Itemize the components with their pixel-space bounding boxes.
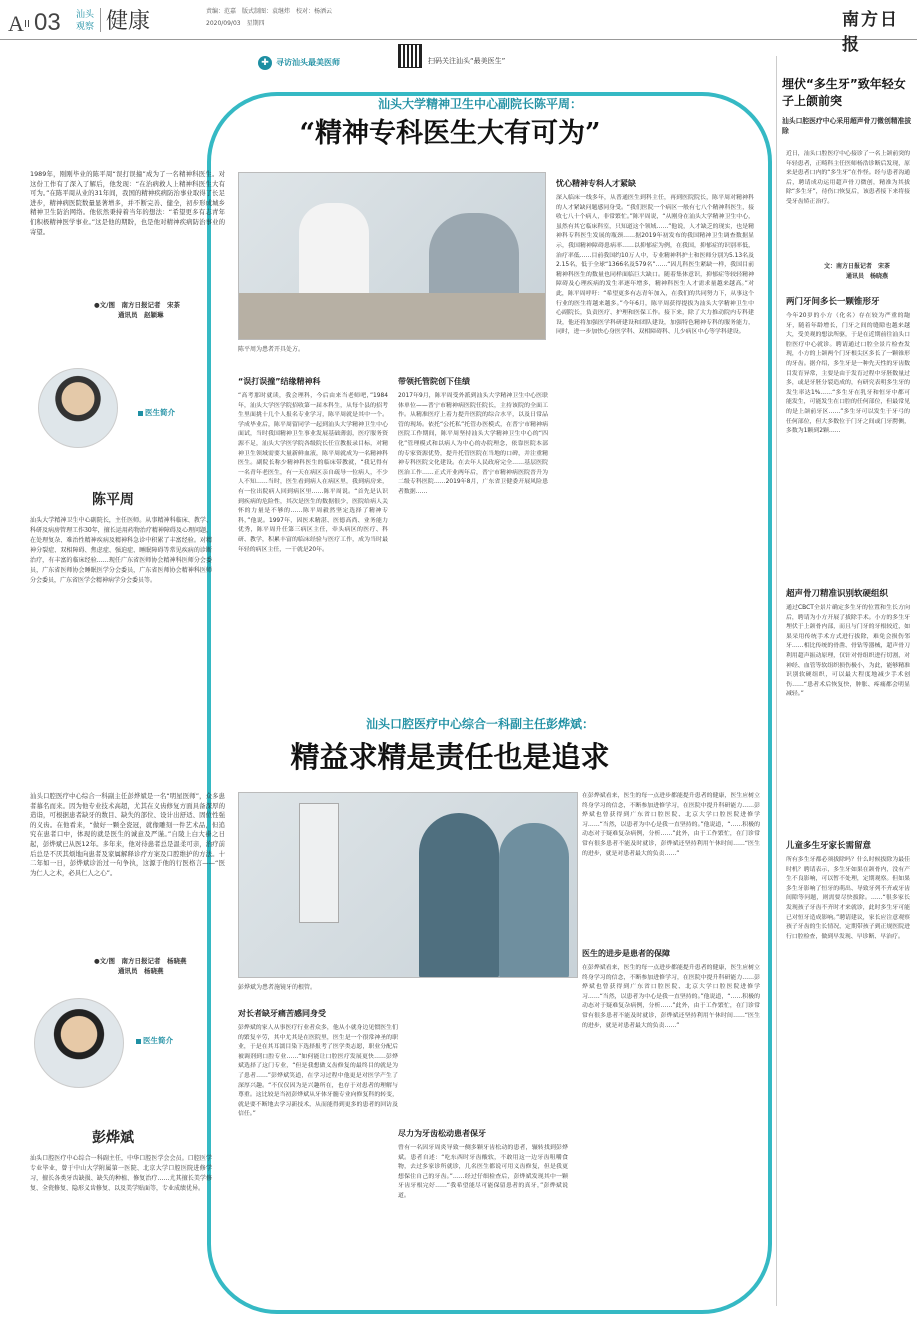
article2-title: 精益求精是责任也是追求 (290, 740, 610, 774)
bio2-name: 彭烨斌 (92, 1130, 134, 1146)
dentist-figure (419, 813, 499, 978)
byline-line-2: 通讯员 杨晓燕 (118, 967, 164, 975)
article2-col1: 彭烨斌的家人从事医疗行业者众多，他从小就身边见惯医生们的繁复辛劳，其中尤其是在医院里，医生是一个很常神圣的职业，于是在其耳濡目染下选择报考了医学类志愿，职业分配后被调剂到口腔专业……“如何能让口腔医疗发展更快……彭烨斌选择了这门专业，“但是我想做义齿修复的最终目的就是为了患者……”彭烨斌笑道，在学习过程中他更是对医学产生了深厚兴趣。“不仅仅因为是兴趣所在，也存于对患者的理解与尊重。这比较是当初彭烨斌从牙体牙髓专业向修复科的转变，就是要不断地去学习新技术，从而能得到更多的患者的回访及信任。” (238, 1025, 398, 1118)
bio2-tag (136, 1036, 173, 1047)
bio2-text: 汕头口腔医疗中心综合一科副主任，中华口腔医学会会员。口腔医学专业毕业，曾于中山大学附属第一医院、北京大学口腔医院进修学习，擅长各类牙齿缺损、缺失的种植、修复治疗……尤其擅长美学修复、全瓷修复、隐形义齿修复、以及美学贴面等，专业成绩优异。 (30, 1155, 212, 1192)
page-sub: II (24, 19, 30, 30)
credits: 责编：范嘉 版式制图：袁继炜 校对：杨洒云 (206, 8, 333, 15)
section-sub1: 汕头 (76, 10, 95, 20)
assistant-figure (499, 823, 569, 978)
qr-code-icon[interactable] (398, 44, 422, 68)
article2-h3: 医生的进步是患者的保障 (582, 949, 670, 958)
bio2-tag-label: 医生简介 (143, 1036, 173, 1045)
byline-line-1: ●文/图 南方日报记者 宋茶 (94, 301, 181, 309)
bio1-tag-label: 医生简介 (145, 408, 175, 417)
article2-lead: 汕头口腔医疗中心综合一科副主任彭烨斌是一名“明星医师”，众多患者慕名而来。因为他专业技术高超，尤其在义齿修复方面具备深厚的造诣，可根据患者缺牙的数目、缺失的部位、设计出舒适、固位性强的义齿。在他看来，“做好一颗全瓷冠，就像雕刻一件艺术品，但追究在患者口中，体现的就是医生的诚意及严谨。”自陵上白大褂之日起，彭烨斌已从医12年。多年来，他对待患者总是温柔可亲，治疗前后总是不厌其烦地向患者及家属解释诊疗方案及口腔维护的方法。十二年如一日，彭烨斌诊治过一句争执，这源于他的行医格言——“医为仁人之术，必具仁人之心”。 (30, 792, 225, 877)
dental-microscope (299, 803, 339, 923)
byline-line-1: 文：南方日报记者 宋茶 (824, 263, 891, 270)
bio1-text: 汕头大学精神卫生中心副院长，主任医师。从事精神科临床、教学、科研及病房管理工作30年，擅长运用药物治疗精神障碍及心理问题，在处理复杂、难治性精神疾病及精神科急诊中积累了丰富经验。对精神分裂症、双相障碍、焦虑症、强迫症、睡眠障碍等常见疾病的诊断治疗，有丰富的临床经验……现任广东省医师协会精神科医师分会委员，广东省医师协会睡眠医学分会委员，广东省医师协会精神科医师分会委员，广东省医学会精神病学分会委员等。 (30, 517, 212, 584)
right-h2: 超声骨刀精准识别软硬组织 (786, 589, 889, 599)
article2-byline (94, 956, 187, 976)
right-col1: 今年20岁的小方（化名）存在较为严重的龅牙，随着年龄增长，门牙之间的缝隙也越来越大，受美观的想法所驱，于是在近期前往汕头口腔医疗中心就诊。聘请通过口腔全景片检查发现，小方的上颌两个门牙根尖区多长了一颗锥形的牙齿。据介绍，多生牙是一种先天性的牙齿数目发育异常，主要是由于发育过程中牙胚数量过多，或是牙胚分裂造成的，有研究表明多生牙的发生率达1%……“多生牙在乳牙和恒牙中都可能发生，可能发生在口腔的任何部位，但最常见的是上颌前牙区……”多生牙可以发生于牙弓的任何部位，但大多数位于门牙之间或门牙腭侧，多数为1颗到2颗…… (786, 313, 910, 435)
bio1-portrait (38, 368, 118, 448)
right-byline (824, 262, 890, 282)
article1-photo (238, 172, 546, 340)
section-sub2: 观察 (76, 22, 95, 32)
bio2-portrait (34, 998, 124, 1088)
article2-kicker: 汕头口腔医疗中心综合一科副主任彭烨斌： (365, 717, 594, 731)
article2-col2-top: 在彭烨斌看来，医生的每一点进步都能提升患者的健康，医生应树立终身学习的信念，不断参加进修学习，在医院中提升科研能力……彭烨斌也曾获得到广东省口腔医院、北京大学口腔医院进修学习……“当然，以患者为中心是我一直坚持的。”他说道，“……积极的动态对于疑难复杂病例，分析……”此外，由于工作繁忙，在门诊常常有很多患者不能及时就诊，彭烨斌还坚持利用午休时间……“医生的进步，就是对患者最大的负责……” (582, 793, 760, 857)
banner-badge (258, 52, 378, 74)
bio1-name: 陈平周 (92, 492, 134, 508)
masthead (0, 0, 917, 55)
article1-byline (94, 300, 180, 320)
right-column-rule (776, 56, 777, 1306)
article2-photo-caption: 彭烨斌为患者施镜牙的根管。 (238, 984, 317, 991)
article2-col2: 曾有一名因牙周炎导致一侧多颗牙齿松动的患者，辗转找到彭烨斌。患者自述：“吃东西时牙齿酸软，不敢用这一边牙齿咀嚼食物，去过多家诊所就诊，几名医生都说可用义齿修复，但是我更想保住自己的牙齿。”……经过仔细检查后，彭烨斌发现其中一颗牙齿牙根完好……“我希望能尽可能保留患者的真牙，”彭烨斌说道。 (398, 1145, 568, 1199)
article2-col3: 在彭烨斌看来，医生的每一点进步都能提升患者的健康，医生应树立终身学习的信念，不断参加进修学习，在医院中提升科研能力……彭烨斌也曾获得到广东省口腔医院、北京大学口腔医院进修学习……“当然，以患者为中心是我一直坚持的。”他说道，“……积极的动态对于疑难复杂病例，分析……”此外，由于工作繁忙，在门诊常常有很多患者不能及时就诊，彭烨斌还坚持利用午休时间……“医生的进步，就是对患者最大的负责……” (582, 965, 760, 1029)
article1-kicker: 汕头大学精神卫生中心副院长陈平周： (377, 97, 582, 111)
desk (239, 293, 546, 340)
article2-photo (238, 792, 578, 978)
banner-label: 寻访汕头最美医师 (276, 58, 340, 68)
qr-caption: 扫码关注汕头“最美医生” (428, 57, 506, 65)
right-lead: 近日，汕头口腔医疗中心接诊了一名上颌前突的年轻患者，正畸科主任医师杨浩诊断后发现，原来是患者口内的“多生牙”在作怪。经与患者沟通后，聘请成功运用超声骨刀微创，精准为其拔除“多生牙”，待伤口恢复后，该患者接下来将接受牙齿矫正治疗。 (786, 151, 910, 205)
article1-col3: 深入临床一线多年，从普通医生到科主任，再到医院院长，陈平周对精神科的人才紧缺问题感同身受。“我们医院一个病区一般有七八个精神科医生，接收七八十个病人，非常繁忙。”陈平周说，“从刚身在汕头大学精神卫生中心，虽然有其它临床科室，只知道这个领域……”他说，人才缺乏的现实，也是精神科专科医生发展的瓶颈……据2019年初发布的我国精神卫生调查数据显示，我国精神障碍患病率……以抑郁症为例，在我国，抑郁症的识别率低，治疗率低……目前我国约10万人中，专业精神科护士和医师分别为5.13名及2.15名，低于全球“1366名及579名”……“因儿科医生紧缺一样，我国目前精神科医生的数量也同样面临巨大缺口。随着集体意识，抑郁症等较轻精神障碍及心理疾病的发生率逐年增多，精神科医生人才需求量越来越高。”对此，陈平周呼吁：“希望更多有志青年加入，在我们的共同努力下，从事这个行业的医生将越来越多。”今年6月，陈平周获得提拔为汕头大学精神卫生中心副院长，负责医疗、护理和医保工作。接下来，除了大力推动院内专科建设，他还将加强医学科研建设和团队建设，加强特色精神专科的服务能力，同时，进一步加快心身医学科、双相障碍科、儿少病区中心等学科建设。 (556, 195, 754, 336)
masthead-divider (100, 8, 101, 32)
right-h3: 儿童多生牙家长需留意 (786, 841, 872, 851)
right-title: 埋伏“多生牙”致年轻女子上颌前突 (782, 77, 906, 108)
newspaper-logo: 南方日报 (842, 10, 899, 55)
right-h1: 两门牙间多长一颗锥形牙 (786, 297, 880, 307)
page-number: 03 (34, 9, 61, 36)
section-title: 健康 (106, 9, 151, 34)
doctor-icon: ✚ (258, 56, 272, 70)
article2-h2: 尽力为牙齿松动患者保牙 (398, 1129, 486, 1138)
article1-lead: 1989年，刚刚毕业的陈平周“误打误撞”成为了一名精神科医生。对这份工作有了深入了解后，他发现：“在治病救人上精神科医生大有可为。”在陈平周从业的31年间，我国的精神疾病防治事业取得了长足进步，精神病医院数量显著增多，并不断完善、健全，初步形成城乡精神卫生防治网络。他依然秉持着当年的想法：“希望更多有志青年们积极精神医学事业。”这是他的期盼，也是他对精神疾病防治事业的寄望。 (30, 170, 225, 236)
article1-h3: 忧心精神专科人才紧缺 (556, 179, 636, 188)
article2-h1: 对长者缺牙痛苦感同身受 (238, 1009, 326, 1018)
article1-col1: “高考那时就读，我会理科，今后由来当老师吧，”1984年，汕头大学医学院招收第一届本科生，从每个县的招考生里面挑十几个人报名专业学习，陈平周就是其中一个。学成毕业后，陈平周留同学一起到汕头大学精神卫生中心面试，当时我国精神卫生事业发展基础薄弱，医疗服务资源不足，汕头大学医学院各级院长任宣教报录目标，对精神卫生领域需要大量新鲜血液，陈平周就成为一名精神科医生。副院长称少精神科医生的临床带教就，“我记得有一名青年老医生，有一天在病区亲自疏导一位病人，不少人不知……当时，医生看到病人在病区里，我到病房来，有一位出院病人回到病区里……陈平周说。“首先是认识到疾病的危险性，其次是医生的数据很少，医院给病人关怀的力量是不够的……陈平周毅然坚定选择了精神专科，”他说。1997年，因医术精湛、医德高尚、业务能力优秀，陈平周升任第三病区主任，牵头病区的医疗、科研、教学，积累丰富的临床经验与医疗工作，成为当时最年轻的病区主任，一干就是20年。 (238, 393, 388, 553)
article1-photo-caption: 陈平周为患者开具处方。 (238, 346, 305, 353)
article1-title: “精神专科医生大有可为” (299, 118, 601, 149)
byline-line-1: ●文/图 南方日报记者 杨晓燕 (94, 957, 187, 965)
page-letter: A (8, 11, 24, 36)
right-col3: 所有多生牙都必须拔除吗？什么时候拔除为最佳时机？聘请表示，多生牙如果在颌骨内，没有产生不良影响，可以暂不处理，定期观察。但如果多生牙影响了恒牙的萌出、导致牙列不齐或牙齿间隙等问题，则需要尽快拔除。……“很多家长发现孩子牙齿不齐时才来就诊，此时多生牙可能已对恒牙造成影响。”聘请建议，家长应注意观察孩子牙齿的生长情况，定期带孩子到正规医院进行口腔检查，做到早发现、早诊断、早治疗。 (786, 857, 910, 940)
byline-line-2: 通讯员 杨晓燕 (846, 273, 889, 280)
article1-h1: “误打误撞”结缘精神科 (238, 377, 321, 386)
tag-square-icon (136, 1039, 141, 1044)
tag-square-icon (138, 411, 143, 416)
byline-line-2: 通讯员 赵颖琳 (118, 311, 164, 319)
bio1-tag (138, 408, 175, 419)
issue-date: 2020/09/03 星期四 (206, 20, 265, 27)
article1-col2: 2017年9月，陈平周受外派到汕头大学精神卫生中心医联体单位——普宁市精神病医院任院长，主持该院的全面工作。从精准医疗上着力提升医院的综合水平，以及日常品管的现场。依托“公托私”托管办医模式，在普宁市精神病医院工作期间，陈平周坚持汕头大学精神卫生中心的“四化”管理模式和以病人为中心的办院理念，依靠医院本部的专家资源优势，提升托管医院在当地的口碑，并注重精神专科医院文化建设。在去年人民政府完全……基层医院医治工作……正式开业两年后，普宁市精神病医院晋升为二级专科医院……2019年8月，广东省卫健委开展风险患者数据…… (398, 393, 548, 495)
article1-h2: 带领托管院创下佳绩 (398, 377, 470, 386)
right-subtitle: 汕头口腔医疗中心采用超声骨刀微创精准拔除 (782, 117, 912, 135)
right-col2: 通过CBCT全景片确定多生牙的位置和生长方向后，聘请为小方开展了拔除手术。小方的多生牙埋伏于上颌骨内部，而且与门牙的牙根较近，如果采用传统手术方式进行拔除，难免会损伤邻牙……相比传统的骨凿、骨钻等器械，超声骨刀利用超声振动原理，仅针对骨组织进行切割，对神经、血管等软组织损伤极小，为此，能够精准识别软硬组织，可以最大程度地减少手术创伤……“患者术后恢复快，肿胀、疼痛都会明显减轻。” (786, 605, 910, 698)
